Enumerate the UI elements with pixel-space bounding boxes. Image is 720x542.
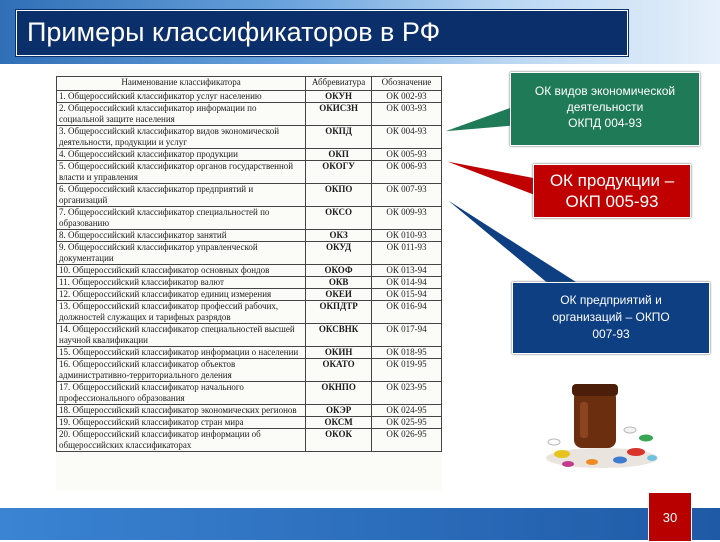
row-name: 19. Общероссийский классификатор стран мира [57,417,306,429]
row-code: ОК 004-93 [372,126,442,149]
row-code: ОК 005-93 [372,149,442,161]
row-name: 10. Общероссийский классификатор основных фондов [57,265,306,277]
callout-okp-line2: ОКП 005-93 [565,192,659,211]
row-abbr: ОКПО [306,184,372,207]
connector-red [442,160,536,196]
header-code: Обозначение [372,77,442,91]
row-name: 12. Общероссийский классификатор единиц измерения [57,289,306,301]
row-code: ОК 002-93 [372,91,442,103]
row-abbr: ОКСО [306,207,372,230]
page-number-badge [648,492,692,542]
slide-title: Примеры классификаторов в РФ [27,17,441,47]
row-code: ОК 014-94 [372,277,442,289]
page-number: 30 [662,510,678,525]
row-name: 7. Общероссийский классификатор специальностей по образованию [57,207,306,230]
row-code: ОК 009-93 [372,207,442,230]
row-name: 15. Общероссийский классификатор информации о населении [57,347,306,359]
row-name: 16. Общероссийский классификатор объектов административно-территориального деления [57,359,306,382]
row-code: ОК 013-94 [372,265,442,277]
header-abbr: Аббревиатура [306,77,372,91]
row-code: ОК 023-95 [372,382,442,405]
row-abbr: ОКЕИ [306,289,372,301]
row-code: ОК 025-95 [372,417,442,429]
row-name: 5. Общероссийский классификатор органов государственной власти и управления [57,161,306,184]
row-name: 11. Общероссийский классификатор валют [57,277,306,289]
row-abbr: ОКСМ [306,417,372,429]
row-name: 1. Общероссийский классификатор услуг населению [57,91,306,103]
callout-okpo [512,282,710,354]
row-code: ОК 024-95 [372,405,442,417]
row-abbr: ОКИСЗН [306,103,372,126]
callout-okpo-line2: организаций – ОКПО [552,310,670,324]
row-name: 9. Общероссийский классификатор управленческой документации [57,242,306,265]
row-name: 4. Общероссийский классификатор продукции [57,149,306,161]
row-code: ОК 018-95 [372,347,442,359]
callout-okpd-line2: деятельности [566,100,644,114]
callout-okpd-line3: ОКПД 004-93 [568,116,642,130]
row-name: 14. Общероссийский классификатор специальностей высшей научной квалификации [57,324,306,347]
row-name: 3. Общероссийский классификатор видов экономической деятельности, продукции и услуг [57,126,306,149]
row-abbr: ОКУД [306,242,372,265]
connector-green [442,106,514,132]
row-abbr: ОКУН [306,91,372,103]
row-name: 2. Общероссийский классификатор информации по социальной защите населения [57,103,306,126]
row-name: 13. Общероссийский классификатор профессий рабочих, должностей служащих и тарифных разрядов [57,301,306,324]
row-code: ОК 003-93 [372,103,442,126]
row-code: ОК 010-93 [372,230,442,242]
row-name: 6. Общероссийский классификатор предприятий и организаций [57,184,306,207]
row-abbr: ОКОФ [306,265,372,277]
row-abbr: ОКЗ [306,230,372,242]
callout-okpo-line1: ОК предприятий и [560,293,662,307]
callout-okp-line1: ОК продукции – [549,171,675,190]
callout-okpd [510,72,700,146]
header-name: Наименование классификатора [57,77,306,91]
row-code: ОК 026-95 [372,429,442,452]
row-code: ОК 011-93 [372,242,442,265]
row-name: 18. Общероссийский классификатор экономических регионов [57,405,306,417]
callout-okpo-line3: 007-93 [592,327,630,341]
row-abbr: ОКСВНК [306,324,372,347]
row-abbr: ОКАТО [306,359,372,382]
row-abbr: ОКНПО [306,382,372,405]
callout-okpd-line1: ОК видов экономической [534,84,676,98]
row-abbr: ОКП [306,149,372,161]
row-name: 8. Общероссийский классификатор занятий [57,230,306,242]
row-code: ОК 017-94 [372,324,442,347]
row-code: ОК 016-94 [372,301,442,324]
pills-illustration [542,372,662,472]
callout-okp [533,164,691,218]
row-name: 17. Общероссийский классификатор начального профессионального образования [57,382,306,405]
footer-band [0,508,720,540]
row-abbr: ОКПДТР [306,301,372,324]
row-abbr: ОКОК [306,429,372,452]
row-code: ОК 007-93 [372,184,442,207]
row-abbr: ОКОГУ [306,161,372,184]
row-abbr: ОКВ [306,277,372,289]
row-abbr: ОКПД [306,126,372,149]
row-abbr: ОКЭР [306,405,372,417]
row-abbr: ОКИН [306,347,372,359]
row-name: 20. Общероссийский классификатор информации об общероссийских классификаторах [57,429,306,452]
row-code: ОК 019-95 [372,359,442,382]
row-code: ОК 015-94 [372,289,442,301]
row-code: ОК 006-93 [372,161,442,184]
